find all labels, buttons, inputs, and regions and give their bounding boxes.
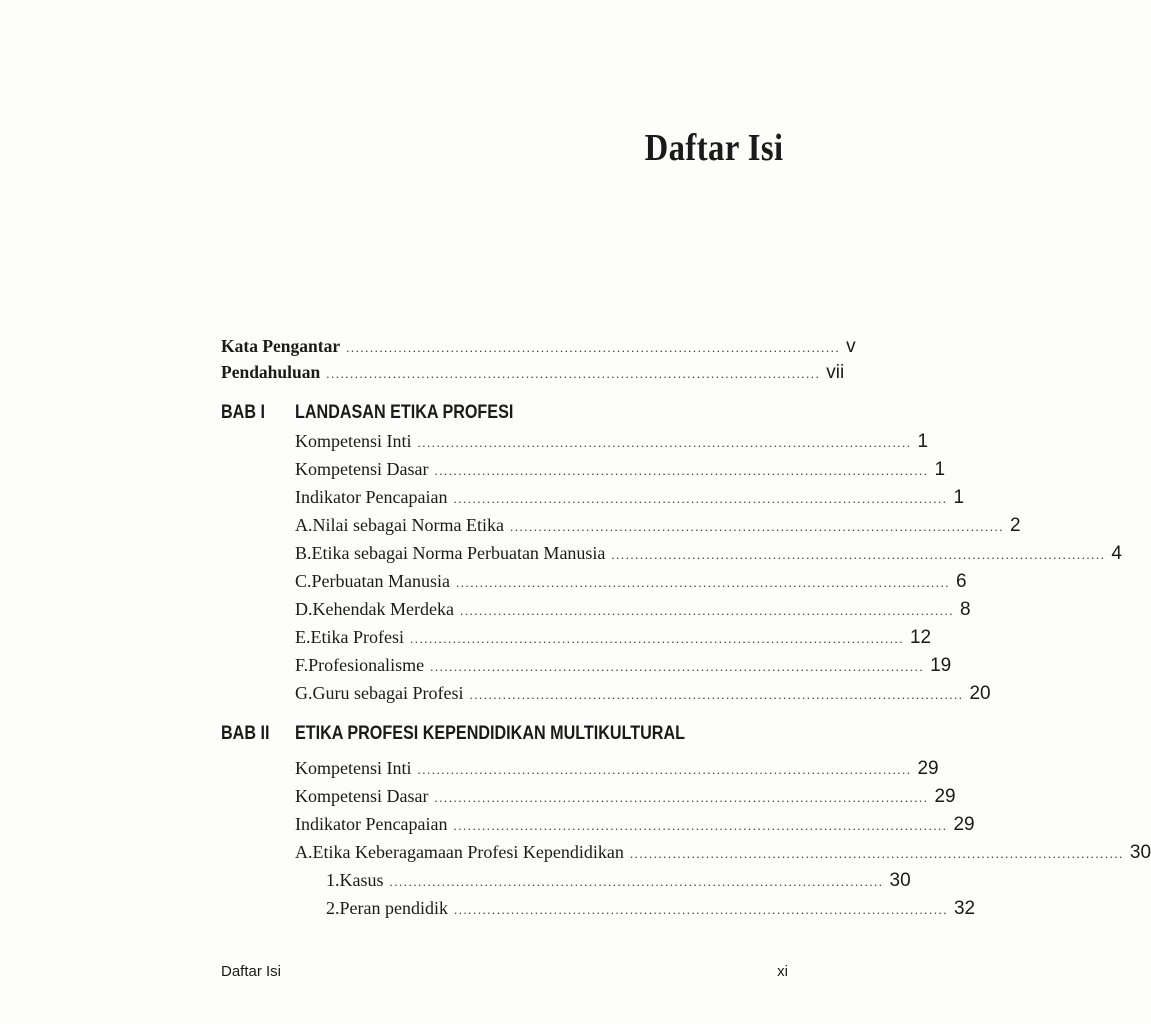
- dot-leader: ........................................................................................................: [459, 603, 954, 618]
- toc-page-number: 4: [1111, 543, 1122, 564]
- toc-page-number: v: [846, 336, 856, 357]
- toc-entry[interactable]: [295, 655, 952, 681]
- toc-entry-marker: 1.: [326, 870, 340, 890]
- toc-entry[interactable]: [295, 842, 1151, 868]
- toc-entry[interactable]: [295, 543, 1122, 569]
- page-title: Daftar Isi: [645, 127, 784, 169]
- toc-page-number: 1: [917, 431, 929, 452]
- toc-entry-label: Kompetensi Inti: [295, 758, 412, 778]
- toc-entry-label: Etika sebagai Norma Perbuatan Manusia: [311, 543, 606, 563]
- toc-entry[interactable]: [295, 431, 929, 457]
- footer-page-number: xi: [777, 963, 788, 980]
- dot-leader: ........................................................................................................: [434, 463, 929, 478]
- toc-entry-label: Indikator Pencapaian: [295, 814, 448, 834]
- toc-entry-label: Nilai sebagai Norma Etika: [312, 515, 504, 535]
- toc-entry[interactable]: [295, 627, 932, 653]
- toc-entry[interactable]: [295, 599, 971, 625]
- toc-page-number: 20: [969, 683, 991, 704]
- dot-leader: ........................................................................................................: [326, 366, 821, 381]
- running-footer-title: Daftar Isi: [221, 963, 282, 980]
- toc-page-number: 1: [953, 487, 965, 508]
- toc-entry-label: Etika Keberagamaan Profesi Kependidikan: [312, 842, 624, 862]
- chapter-title: ETIKA PROFESI KEPENDIDIKAN MULTIKULTURAL: [295, 723, 685, 744]
- chapter-number: BAB I: [221, 402, 265, 423]
- dot-leader: ........................................................................................................: [434, 790, 929, 805]
- toc-page-number: 6: [955, 571, 967, 592]
- chapter-heading-bab-2[interactable]: [221, 723, 754, 745]
- toc-entry-label: Profesionalisme: [308, 655, 425, 675]
- dot-leader: ........................................................................................................: [417, 762, 912, 777]
- toc-page-number: 30: [1129, 842, 1151, 863]
- toc-entry[interactable]: [295, 786, 956, 812]
- dot-leader: ........................................................................................................: [453, 902, 948, 917]
- toc-entry[interactable]: [295, 758, 939, 784]
- toc-entry-label: Kata Pengantar: [221, 336, 341, 356]
- toc-entry-label: Kompetensi Inti: [295, 431, 412, 451]
- toc-entry[interactable]: [326, 870, 911, 896]
- toc-entry[interactable]: [295, 814, 975, 840]
- toc-page-number: 8: [959, 599, 971, 620]
- toc-entry-label: Kompetensi Dasar: [295, 459, 429, 479]
- dot-leader: ........................................................................................................: [430, 659, 925, 674]
- toc-page-number: 19: [930, 655, 952, 676]
- toc-entry-label: Kehendak Merdeka: [312, 599, 454, 619]
- toc-entry[interactable]: [295, 459, 946, 485]
- toc-entry-marker: G.: [295, 683, 313, 703]
- toc-entry[interactable]: [295, 487, 965, 513]
- toc-entry-label: Kasus: [339, 870, 384, 890]
- dot-leader: ........................................................................................................: [409, 631, 904, 646]
- toc-page-number: 2: [1009, 515, 1021, 536]
- toc-entry-marker: A.: [295, 842, 313, 862]
- toc-page-number: 29: [934, 786, 956, 807]
- dot-leader: ........................................................................................................: [469, 687, 964, 702]
- toc-entry-label: Kompetensi Dasar: [295, 786, 429, 806]
- chapter-number: BAB II: [221, 723, 270, 744]
- toc-entry[interactable]: [326, 898, 976, 924]
- toc-entry-marker: E.: [295, 627, 311, 647]
- toc-page-number: 29: [917, 758, 939, 779]
- toc-entry-marker: 2.: [326, 898, 340, 918]
- toc-page-number: vii: [826, 362, 845, 383]
- toc-page-number: 12: [909, 627, 932, 648]
- toc-entry-label: Pendahuluan: [221, 362, 321, 382]
- dot-leader: ........................................................................................................: [453, 818, 948, 833]
- toc-page-number: 30: [889, 870, 911, 891]
- toc-entry[interactable]: [295, 571, 967, 597]
- dot-leader: ........................................................................................................: [453, 491, 948, 506]
- toc-entry-label: Etika Profesi: [310, 627, 404, 647]
- toc-entry-kata-pengantar[interactable]: [221, 336, 856, 362]
- toc-entry[interactable]: [295, 683, 991, 709]
- toc-entry-marker: A.: [295, 515, 313, 535]
- toc-entry-label: Perbuatan Manusia: [311, 571, 450, 591]
- dot-leader: ........................................................................................................: [389, 874, 884, 889]
- chapter-title: LANDASAN ETIKA PROFESI: [295, 402, 514, 423]
- toc-entry-marker: F.: [295, 655, 309, 675]
- toc-page-number: 1: [934, 459, 946, 480]
- dot-leader: ........................................................................................................: [509, 519, 1004, 534]
- toc-entry-pendahuluan[interactable]: [221, 362, 845, 388]
- toc-entry-label: Indikator Pencapaian: [295, 487, 448, 507]
- toc-entry-marker: D.: [295, 599, 313, 619]
- toc-page-number: 29: [953, 814, 975, 835]
- chapter-heading-bab-1[interactable]: [221, 402, 552, 424]
- toc-entry-marker: C.: [295, 571, 312, 591]
- dot-leader: ........................................................................................................: [455, 575, 950, 590]
- dot-leader: ........................................................................................................: [629, 846, 1124, 861]
- toc-entry-label: Guru sebagai Profesi: [312, 683, 464, 703]
- toc-entry[interactable]: [295, 515, 1021, 541]
- toc-entry-label: Peran pendidik: [339, 898, 448, 918]
- toc-entry-marker: B.: [295, 543, 312, 563]
- toc-page-number: 32: [953, 898, 976, 919]
- dot-leader: ........................................................................................................: [346, 340, 841, 355]
- dot-leader: ........................................................................................................: [417, 435, 912, 450]
- dot-leader: ........................................................................................................: [611, 547, 1106, 562]
